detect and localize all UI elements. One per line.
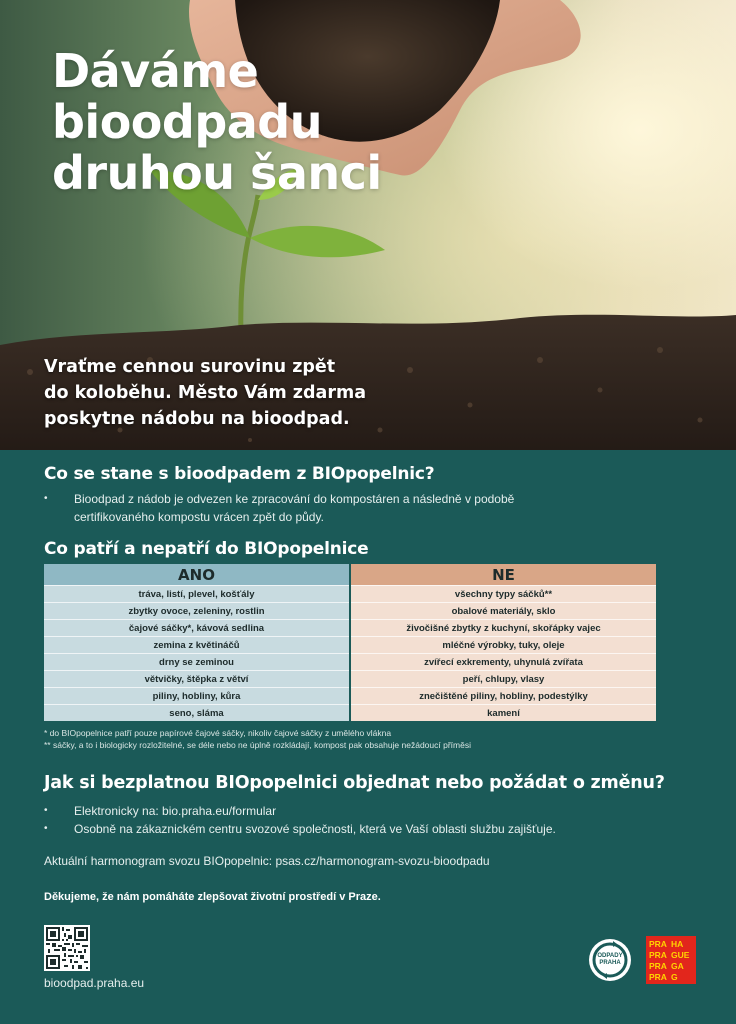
hero-subtitle xyxy=(44,354,404,432)
logo-text: PRA xyxy=(649,961,667,971)
hero-image xyxy=(0,0,736,450)
logo-text: G xyxy=(671,972,678,982)
recycle-label xyxy=(589,953,631,967)
cell-no: zvířecí exkrementy, uhynulá zvířata xyxy=(351,653,656,670)
hero-title-line: druhou šanci xyxy=(52,146,382,200)
hero-subtitle-line: do koloběhu. Město Vám zdarma xyxy=(44,383,367,403)
recycle-label-line: PRAHA xyxy=(599,960,621,966)
cell-yes: zemina z květináčů xyxy=(44,636,349,653)
odpady-praha-logo xyxy=(589,939,631,981)
cell-no: živočišné zbytky z kuchyní, skořápky vajec xyxy=(351,619,656,636)
list-item: • Osobně na zákaznickém centru svozové společnosti, která ve Vaší oblasti službu zajišťuje. xyxy=(44,820,556,838)
section-heading-sorting: Co patří a nepatří do BIOpopelnice xyxy=(44,539,369,559)
cell-yes: piliny, hobliny, kůra xyxy=(44,687,349,704)
thanks-text: Děkujeme, že nám pomáháte zlepšovat životní prostředí v Praze. xyxy=(44,891,381,903)
section-heading-order: Jak si bezplatnou BIOpopelnici objednat nebo požádat o změnu? xyxy=(44,773,665,793)
cell-no: mléčné výrobky, tuky, oleje xyxy=(351,636,656,653)
cell-no: kamení xyxy=(351,704,656,721)
table-row xyxy=(44,687,656,704)
table-row xyxy=(44,670,656,687)
table-header xyxy=(44,564,656,585)
qr-code-icon xyxy=(46,927,88,969)
table-row xyxy=(44,619,656,636)
praha-logo xyxy=(646,936,696,984)
hero-subtitle-line: poskytne nádobu na bioodpad. xyxy=(44,409,350,429)
info-panel xyxy=(0,450,736,1024)
logo-text: GA xyxy=(671,961,684,971)
cell-yes: větvičky, štěpka z větví xyxy=(44,670,349,687)
cell-yes: drny se zeminou xyxy=(44,653,349,670)
table-row xyxy=(44,636,656,653)
list-item: • Elektronicky na: bio.praha.eu/formular xyxy=(44,802,556,820)
sorting-table xyxy=(44,564,656,721)
processing-list xyxy=(44,490,514,526)
logo-text: PRA xyxy=(649,939,667,949)
logo-text: PRA xyxy=(649,950,667,960)
website-link[interactable]: bioodpad.praha.eu xyxy=(44,976,145,990)
section-heading-processing: Co se stane s bioodpadem z BIOpopelnic? xyxy=(44,464,435,484)
cell-yes: seno, sláma xyxy=(44,704,349,721)
hero-title-line: bioodpadu xyxy=(52,95,322,149)
cell-yes: tráva, listí, plevel, košťály xyxy=(44,585,349,602)
schedule-text: Aktuální harmonogram svozu BIOpopelnic: psas.cz/harmonogram-svozu-bioodpadu xyxy=(44,854,490,868)
cell-no: obalové materiály, sklo xyxy=(351,602,656,619)
hero-subtitle-line: Vraťme cennou surovinu zpět xyxy=(44,357,336,377)
logo-row xyxy=(649,961,693,972)
logo-row xyxy=(649,950,693,961)
footnote: ** sáčky, a to i biologicky rozložitelné, se déle nebo ne úplně rozkládají, kompost pak obsahuje nežádoucí příměsi xyxy=(44,740,471,750)
qr-code[interactable] xyxy=(44,925,90,971)
logo-row xyxy=(649,972,693,983)
table-row xyxy=(44,653,656,670)
footnote: * do BIOpopelnice patří pouze papírové čajové sáčky, nikoliv čajové sáčky z umělého vlákna xyxy=(44,728,392,738)
bullet-text: Bioodpad z nádob je odvezen ke zpracování do kompostáren a následně v podobě xyxy=(74,492,515,506)
logo-text: GUE xyxy=(671,950,690,960)
table-footnotes xyxy=(44,727,471,751)
cell-yes: zbytky ovoce, zeleniny, rostlin xyxy=(44,602,349,619)
cell-no: znečištěné piliny, hobliny, podestýlky xyxy=(351,687,656,704)
cell-no: peří, chlupy, vlasy xyxy=(351,670,656,687)
column-header-yes: ANO xyxy=(44,564,349,585)
cell-yes: čajové sáčky*, kávová sedlina xyxy=(44,619,349,636)
hero-title-line: Dáváme xyxy=(52,44,259,98)
column-header-no: NE xyxy=(351,564,656,585)
bullet-text: certifikovaného kompostu vrácen zpět do půdy. xyxy=(74,510,324,524)
hero-title xyxy=(52,46,472,199)
logo-row xyxy=(649,939,693,950)
logo-text: HA xyxy=(671,939,684,949)
table-row xyxy=(44,704,656,721)
logo-text: PRA xyxy=(649,972,667,982)
recycle-label-line: ODPADY xyxy=(597,953,623,959)
order-list xyxy=(44,802,556,838)
table-row xyxy=(44,602,656,619)
cell-no: všechny typy sáčků** xyxy=(351,585,656,602)
table-row xyxy=(44,585,656,602)
list-item xyxy=(44,490,514,526)
